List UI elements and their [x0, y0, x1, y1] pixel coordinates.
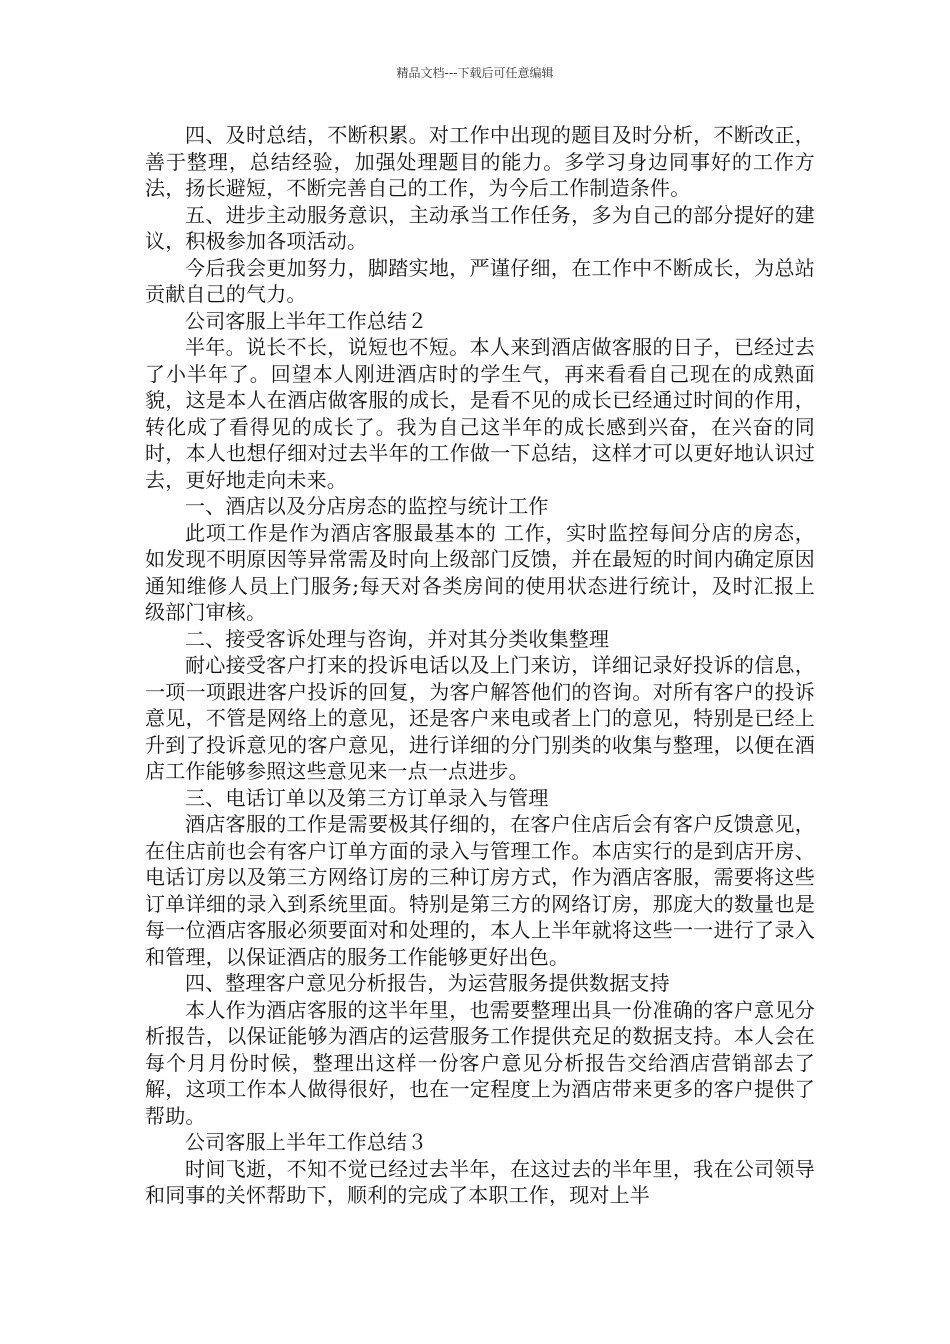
- section-title-summary-2: 公司客服上半年工作总结２: [185, 308, 428, 333]
- paragraph-1: 此项工作是作为酒店客服最基本的 工作，实时监控每间分店的房态，如发现不明原因等异常需及时向上级部门反馈，并在最短的时间内确定原因通知维修人员上门服务;每天对各类房间的使用状态进行统计，及时汇报上级部门审核。: [145, 520, 815, 624]
- page-header: 精品文档---下载后可任意编辑: [396, 66, 554, 80]
- subheading-1: 一、酒店以及分店房态的监控与统计工作: [185, 494, 549, 518]
- document-body: [145, 122, 815, 1209]
- subheading-4: 四、整理客户意见分析报告，为运营服务提供数据支持: [185, 971, 670, 995]
- paragraph-intro-3: 时间飞逝，不知不觉已经过去半年，在这过去的半年里，我在公司领导和同事的关怀帮助下，顺利的完成了本职工作，现对上半: [145, 1156, 815, 1207]
- paragraph-summary-point-4: 四、及时总结，不断积累。对工作中出现的题目及时分析，不断改正，善于整理，总结经验，加强处理题目的能力。多学习身边同事好的工作方法，扬长避短，不断完善自己的工作，为今后工作制造条件。: [145, 123, 815, 200]
- paragraph-4: 本人作为酒店客服的这半年里，也需要整理出具一份准确的客户意见分析报告，以保证能够为酒店的运营服务工作提供充足的数据支持。本人会在每个月月份时候，整理出这样一份客户意见分析报告交给酒店营销部去了解，这项工作本人做得很好，也在一定程度上为酒店带来更多的客户提供了帮助。: [145, 997, 815, 1128]
- subheading-3: 三、电话订单以及第三方订单录入与管理: [185, 785, 549, 810]
- subheading-2: 二、接受客诉处理与咨询，并对其分类收集整理: [185, 626, 610, 651]
- paragraph-3: 酒店客服的工作是需要极其仔细的，在客户住店后会有客户反馈意见，在住店前也会有客户订单方面的录入与管理工作。本店实行的是到店开房、电话订房以及第三方网络订房的三种订房方式，作为酒店客服，需要将这些订单详细的录入到系统里面。特别是第三方的网络订房，那庞大的数量也是每一位酒店客服必须要面对和处理的，本人上半年就将这些一一进行了录入和管理，以保证酒店的服务工作能够更好出色。: [145, 812, 815, 969]
- section-title-summary-3: 公司客服上半年工作总结３: [185, 1130, 428, 1154]
- paragraph-intro-2: 半年。说长不长，说短也不短。本人来到酒店做客服的日子，已经过去了小半年了。回望本人刚进酒店时的学生气，再来看看自己现在的成熟面貌，这是本人在酒店做客服的成长，是看不见的成长已经通过时间的作用，转化成了看得见的成长了。我为自己这半年的成长感到兴奋，在兴奋的同时，本人也想仔细对过去半年的工作做一下总结，这样才可以更好地认识过去，更好地走向未来。: [145, 335, 815, 492]
- paragraph-summary-point-5: 五、进步主动服务意识，主动承当工作任务，多为自己的部分提好的建议，积极参加各项活动。: [145, 202, 815, 253]
- paragraph-closing: 今后我会更加努力，脚踏实地，严谨仔细，在工作中不断成长，为总站贡献自己的气力。: [145, 255, 815, 306]
- paragraph-2: 耐心接受客户打来的投诉电话以及上门来访，详细记录好投诉的信息，一项一项跟进客户投诉的回复，为客户解答他们的咨询。对所有客户的投诉意见，不管是网络上的意见，还是客户来电或者上门的意见，特别是已经上升到了投诉意见的客户意见，进行详细的分门别类的收集与整理，以便在酒店工作能够参照这些意见来一点一点进步。: [145, 653, 815, 783]
